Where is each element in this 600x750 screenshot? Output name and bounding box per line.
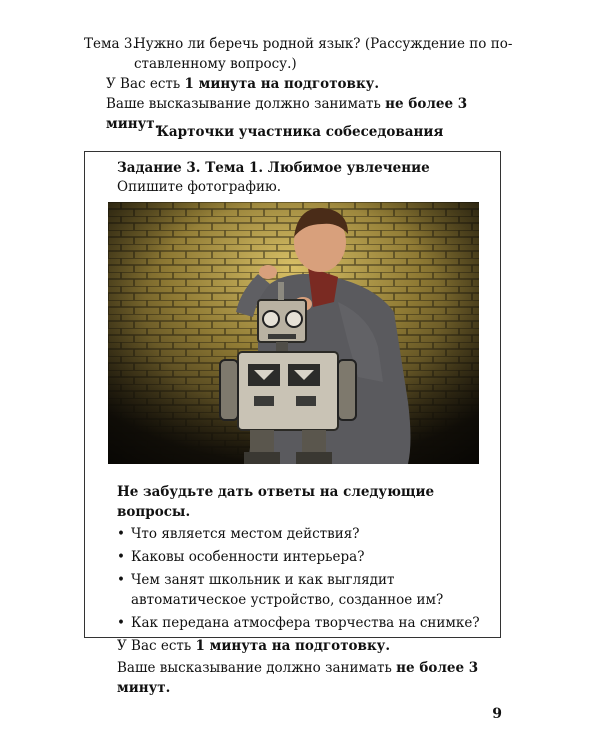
questions-list — [117, 524, 487, 633]
cards-title: Карточки участника собеседования — [156, 124, 444, 140]
topic-text-line2: ставленному вопросу.) — [134, 56, 297, 72]
topic-text-line1: Нужно ли беречь родной язык? (Рассуждение по по- — [134, 36, 513, 52]
question-item: • Каковы особенности интерьера? — [117, 547, 487, 567]
card-prep-bold: 1 минута на подготовку. — [195, 638, 391, 654]
participant-card — [84, 151, 501, 696]
question-item: • Чем занят школьник и как выглядит автоматическое устройство, созданное им? — [117, 570, 487, 610]
task-title: Задание 3. Тема 1. Любимое увлечение — [117, 160, 430, 176]
card-prep-note — [117, 636, 487, 656]
questions-section — [117, 482, 487, 698]
topic-heading — [84, 34, 514, 74]
topic-prep-note — [84, 74, 514, 94]
topic-block — [84, 34, 514, 134]
card-limit-prefix: Ваше высказывание должно занимать — [117, 660, 397, 676]
photo-boy-with-robot — [108, 202, 479, 464]
page-number: 9 — [492, 706, 502, 722]
topic-prep-prefix: У Вас есть — [106, 76, 185, 92]
questions-heading: Не забудьте дать ответы на следующие вопросы. — [117, 484, 435, 520]
card-prep-prefix: У Вас есть — [117, 638, 196, 654]
topic-label: Тема 3. — [84, 36, 137, 52]
photo-illustration — [108, 202, 479, 464]
topic-prep-bold: 1 минута на подготовку. — [184, 76, 380, 92]
task-description: Опишите фотографию. — [117, 179, 282, 195]
question-item: • Что является местом действия? — [117, 524, 487, 544]
topic-limit-prefix: Ваше высказывание должно занимать — [106, 96, 386, 112]
card-limit-bold: не более 3 минут. — [117, 660, 479, 696]
question-item: • Как передана атмосфера творчества на снимке? — [117, 613, 487, 633]
card-limit-note — [117, 658, 487, 698]
topic-limit-bold: не более 3 минут. — [106, 96, 468, 132]
